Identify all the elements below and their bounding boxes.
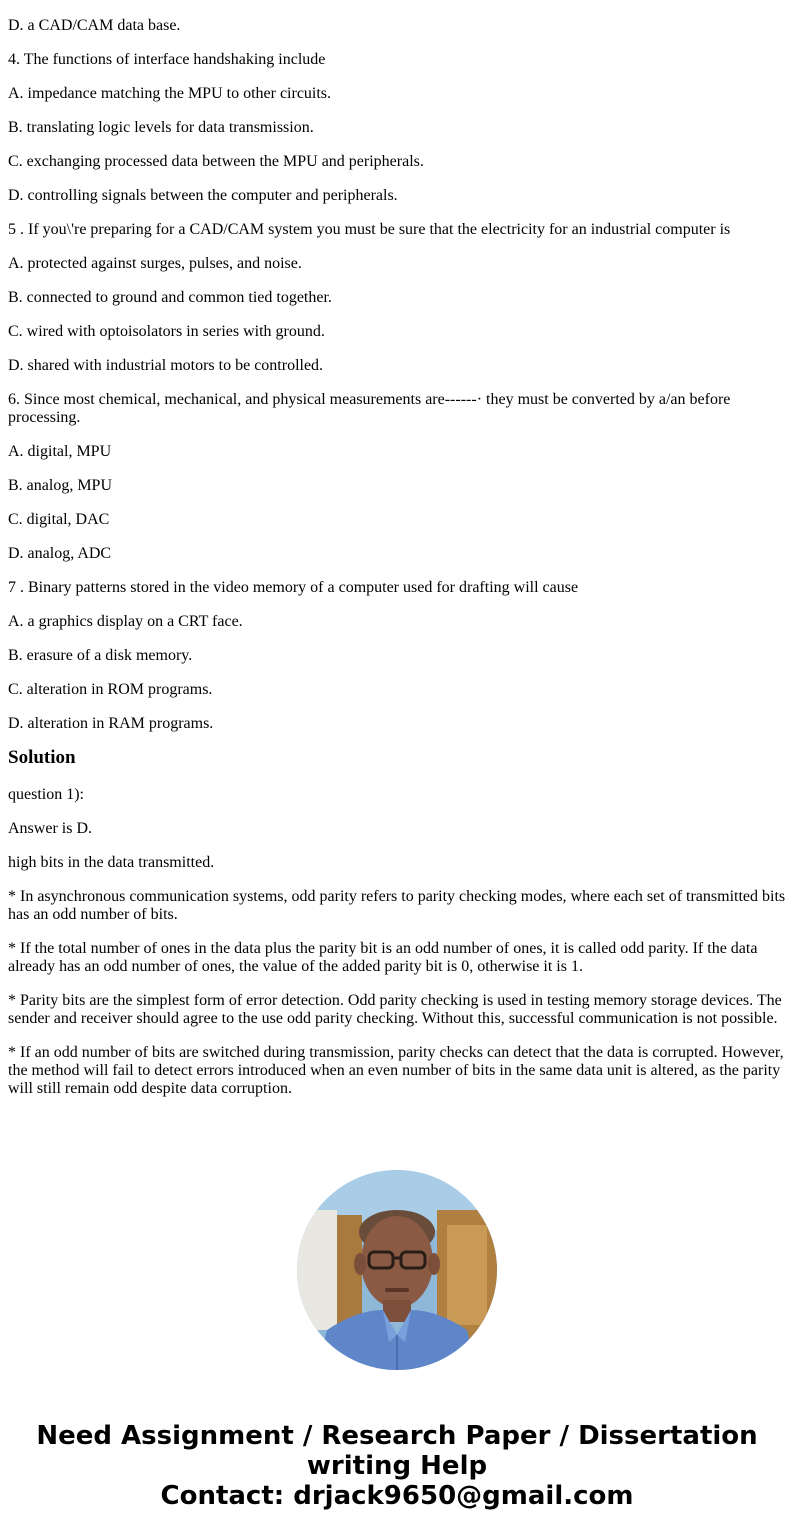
- person-photo-icon: [297, 1170, 497, 1370]
- option-text: C. digital, DAC: [8, 511, 110, 528]
- option-text: D. a CAD/CAM data base.: [8, 17, 181, 34]
- option-text: B. analog, MPU: [8, 477, 112, 494]
- option-text: D. shared with industrial motors to be controlled.: [8, 357, 324, 374]
- option-text: A. protected against surges, pulses, and noise.: [8, 255, 302, 272]
- option-text: B. translating logic levels for data transmission.: [8, 119, 314, 136]
- question-text: 6. Since most chemical, mechanical, and physical measurements are------· they must be converted by a/an before processing.: [8, 391, 731, 426]
- author-avatar: [297, 1170, 497, 1370]
- solution-paragraph: * In asynchronous communication systems, odd parity refers to parity checking modes, where each set of transmitted bits has an odd number of bits.: [8, 888, 786, 923]
- option-text: A. impedance matching the MPU to other circuits.: [8, 85, 332, 102]
- option-text: B. erasure of a disk memory.: [8, 647, 193, 664]
- solution-paragraph: Answer is D.: [8, 820, 92, 837]
- option-text: B. connected to ground and common tied together.: [8, 289, 332, 306]
- option-text: D. controlling signals between the computer and peripherals.: [8, 187, 398, 204]
- option-text: C. exchanging processed data between the MPU and peripherals.: [8, 153, 424, 170]
- solution-paragraph: high bits in the data transmitted.: [8, 854, 215, 871]
- promo-line: Need Assignment / Research Paper / Dissertation: [36, 1421, 758, 1451]
- question-text: 7 . Binary patterns stored in the video memory of a computer used for drafting will cause: [8, 579, 579, 596]
- option-text: C. wired with optoisolators in series with ground.: [8, 323, 325, 340]
- promo-line: writing Help: [306, 1451, 488, 1481]
- solution-paragraph: question 1):: [8, 786, 84, 803]
- solution-heading: Solution: [8, 747, 76, 768]
- solution-paragraph: * If an odd number of bits are switched during transmission, parity checks can detect that the data is corrupted. However, the method will fail to detect errors introduced when an even number of bits in the same data unit is altered, as the parity will still remain odd despite data corruption.: [8, 1044, 784, 1097]
- promo-banner: [0, 1421, 794, 1511]
- question-text: 5 . If you\'re preparing for a CAD/CAM system you must be sure that the electricity for an industrial computer is: [8, 221, 731, 238]
- promo-contact: Contact: drjack9650@gmail.com: [160, 1481, 634, 1511]
- question-text: 4. The functions of interface handshaking include: [8, 51, 326, 68]
- option-text: D. analog, ADC: [8, 545, 112, 562]
- document-body: [0, 17, 794, 1098]
- option-text: C. alteration in ROM programs.: [8, 681, 213, 698]
- option-text: D. alteration in RAM programs.: [8, 715, 214, 732]
- option-text: A. digital, MPU: [8, 443, 112, 460]
- solution-paragraph: * If the total number of ones in the data plus the parity bit is an odd number of ones, it is called odd parity. If the data already has an odd number of ones, the value of the added parity bit is 0, otherwise it is 1.: [8, 940, 758, 975]
- option-text: A. a graphics display on a CRT face.: [8, 613, 243, 630]
- solution-paragraph: * Parity bits are the simplest form of error detection. Odd parity checking is used in testing memory storage devices. The sender and receiver should agree to the use odd parity checking. Without this, successful communication is not possible.: [8, 992, 782, 1027]
